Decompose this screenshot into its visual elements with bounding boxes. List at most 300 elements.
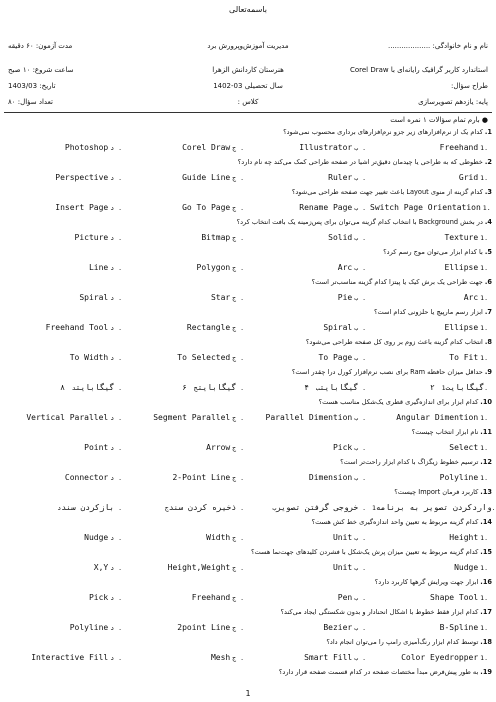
option-letter: 1. [480, 474, 488, 482]
option-text: بازکردن سند [61, 503, 115, 512]
answer-option[interactable] [248, 203, 366, 212]
option-letter: ب . [354, 534, 366, 542]
option-letter: 1. [480, 594, 488, 602]
answer-option[interactable] [4, 173, 122, 182]
options-row [4, 563, 492, 575]
option-text: To Selected [177, 353, 231, 362]
option-text: 2-Point Line [172, 473, 231, 482]
school-name: هنرستان کاردانش الزهرا [212, 66, 284, 74]
option-letter: ب . [272, 504, 366, 512]
option-text: Rectangle [186, 323, 231, 332]
question-number: 17. [480, 608, 492, 616]
option-letter: ب . [354, 624, 366, 632]
answer-option[interactable] [248, 293, 366, 302]
option-text: Pick [332, 443, 353, 452]
question-text [4, 608, 492, 620]
option-letter: ج . [232, 174, 244, 182]
exam-duration: مدت آزمون: ۶۰ دقیقه [8, 42, 73, 50]
answer-option[interactable] [4, 263, 122, 272]
question-count: تعداد سؤال: ۸۰ [8, 98, 53, 106]
options-row [4, 173, 492, 185]
option-text: Perspective [55, 173, 109, 182]
option-text: Color Eyedropper [401, 653, 479, 662]
answer-option[interactable] [248, 593, 366, 602]
option-letter: 1. [480, 144, 488, 152]
option-letter: ب . [354, 234, 366, 242]
answer-option[interactable] [248, 323, 366, 332]
option-text: Width [206, 533, 231, 542]
option-letter: ب . [354, 264, 366, 272]
grade-level: پایه: یازدهم تصویرسازی [418, 98, 488, 106]
option-letter: ج . [232, 564, 244, 572]
question-text [4, 548, 492, 560]
answer-option[interactable] [4, 443, 122, 452]
option-text: Polyline [439, 473, 479, 482]
option-letter: ب . [354, 204, 366, 212]
question-body: کدام گزینه از منوی Layout باعث تغییر جهت صفحه طراحی می‌شود؟ [291, 188, 483, 196]
question-text [4, 638, 492, 650]
answer-option[interactable] [126, 413, 244, 422]
option-text: Illustrator [299, 143, 353, 152]
answer-option[interactable] [248, 473, 366, 482]
option-letter: ج . [232, 414, 244, 422]
option-text: Connector [64, 473, 109, 482]
option-text: Segment Parallel [153, 413, 231, 422]
option-letter: ب . [354, 144, 366, 152]
option-text: Rename Page [299, 203, 353, 212]
option-text: Smart Fill [304, 653, 353, 662]
answer-option[interactable] [248, 353, 366, 362]
option-letter: د . [110, 264, 122, 272]
answer-option[interactable] [370, 443, 488, 452]
option-text: Parallel Dimention [265, 413, 353, 422]
question-body: کدام یک از نرم‌افزارهای زیر جزو نرم‌افزارهای برداری محسوب نمی‌شود؟ [283, 128, 483, 136]
option-text: Spiral [79, 293, 109, 302]
answer-option[interactable] [370, 143, 488, 152]
question-text [4, 668, 492, 680]
score-note: ● بارم تمام سؤالات ۱ نمره است [390, 116, 488, 124]
answer-option[interactable] [248, 533, 366, 542]
answer-option[interactable] [126, 623, 244, 632]
answer-option[interactable] [4, 533, 122, 542]
option-letter: 1. [482, 204, 491, 212]
answer-option[interactable] [126, 443, 244, 452]
question-text [4, 338, 492, 350]
option-letter: ب . [315, 384, 366, 392]
option-letter: 1. [480, 414, 488, 422]
question-number: 11. [480, 428, 492, 436]
question-body: نام ابزار انتخاب چیست؟ [411, 428, 479, 436]
answer-option[interactable] [4, 143, 122, 152]
option-text: Spiral [323, 323, 353, 332]
options-row [4, 263, 492, 275]
options-row [4, 623, 492, 635]
answer-option[interactable] [126, 353, 244, 362]
question-text [4, 458, 492, 470]
option-letter: د . [110, 564, 122, 572]
options-row [4, 653, 492, 665]
page-number: 1 [245, 689, 251, 698]
option-letter: د . [110, 294, 122, 302]
question-text [4, 248, 492, 260]
option-text: ۸ گیگابایت [60, 383, 115, 392]
answer-option[interactable] [4, 413, 122, 422]
option-text: Pen [337, 593, 353, 602]
answer-option[interactable] [370, 533, 488, 542]
option-letter: ب . [354, 174, 366, 182]
question-body: حداقل میزان حافظه Ram برای نصب نرم‌افزار کورل درا چقدر است؟ [291, 368, 483, 376]
question-number: 18. [480, 638, 492, 646]
option-text: To Page [318, 353, 353, 362]
option-letter: د . [71, 384, 122, 392]
option-letter: د . [110, 594, 122, 602]
course-title: استاندارد کاربر گرافیک رایانه‌ای با Corel Draw [349, 66, 488, 74]
option-letter: ج . [232, 264, 244, 272]
question-text [4, 368, 492, 380]
option-letter: د . [110, 324, 122, 332]
option-letter: 1. [480, 654, 488, 662]
answer-option[interactable] [126, 293, 244, 302]
option-text: Switch Page Orientation [370, 203, 481, 212]
option-text: Line [88, 263, 109, 272]
question-body: به طور پیش‌فرض مبدأ مختصات صفحه در کدام قسمت صفحه قرار دارد؟ [278, 668, 479, 676]
options-row [4, 383, 492, 395]
answer-option[interactable] [248, 443, 366, 452]
exam-date: تاریخ: 1403/03 [8, 82, 56, 90]
answer-option[interactable] [370, 473, 488, 482]
answer-option[interactable] [126, 263, 244, 272]
option-text: Ellipse [444, 323, 479, 332]
question-body: خطوطی که به طراحی یا چیدمان دقیق‌تر اشیا در صفحه طراحی کمک می‌کند چه نام دارد؟ [237, 158, 483, 166]
answer-option[interactable] [4, 323, 122, 332]
question-number: 9. [484, 368, 492, 376]
option-letter: ج . [232, 534, 244, 542]
question-number: 5. [484, 248, 492, 256]
option-text: Grid [458, 173, 479, 182]
answer-option[interactable] [370, 413, 488, 422]
option-letter: 1. [480, 294, 488, 302]
options-row [4, 233, 492, 245]
option-text: Mesh [210, 653, 231, 662]
question-text [4, 188, 492, 200]
question-body: کاربرد فرمان Import چیست؟ [394, 488, 479, 496]
option-letter: د . [110, 174, 122, 182]
option-letter: ب . [354, 654, 366, 662]
option-text: Unit [332, 563, 353, 572]
answer-option[interactable] [248, 413, 366, 422]
options-row [4, 293, 492, 305]
answer-option[interactable] [4, 383, 122, 392]
question-body: ترسیم خطوط زیگزاگ با کدام ابزار راحت‌تر است؟ [340, 458, 479, 466]
option-text: Height,Weight [167, 563, 231, 572]
option-text: واردکردن تصویر به برنامه [375, 503, 492, 512]
answer-option[interactable] [248, 233, 366, 242]
options-row [4, 473, 492, 485]
class-label: کلاس : [237, 98, 259, 106]
option-letter: ج . [193, 384, 244, 392]
question-text [4, 218, 492, 230]
option-letter: ج . [232, 294, 244, 302]
question-number: 15. [480, 548, 492, 556]
answer-option[interactable] [370, 233, 488, 242]
answer-option[interactable] [4, 233, 122, 242]
answer-option[interactable] [126, 653, 244, 662]
option-text: خروجی گرفتن تصویر [276, 503, 359, 512]
question-text [4, 578, 492, 590]
option-text: Unit [332, 533, 353, 542]
question-number: 16. [480, 578, 492, 586]
answer-option[interactable] [126, 533, 244, 542]
option-text: Photoshop [64, 143, 109, 152]
question-text [4, 128, 492, 140]
answer-option[interactable] [370, 653, 488, 662]
question-body: کدام گزینه مربوط به تعیین واحد اندازه‌گیری خط کش هست؟ [311, 518, 479, 526]
answer-option[interactable] [126, 473, 244, 482]
option-text: Polygon [196, 263, 231, 272]
option-letter: 1. [480, 534, 488, 542]
option-letter: ج . [232, 444, 244, 452]
question-number: 14. [480, 518, 492, 526]
options-row [4, 443, 492, 455]
answer-option[interactable] [370, 383, 488, 392]
option-letter: ج . [232, 594, 244, 602]
option-letter: ب . [354, 324, 366, 332]
question-body: کدام ابزار فقط خطوط با اشکال انحنادار و بدون شکستگی ایجاد می‌کند؟ [280, 608, 479, 616]
option-letter: د . [110, 414, 122, 422]
answer-option[interactable] [248, 263, 366, 272]
option-letter: ج . [232, 624, 244, 632]
option-text: Texture [444, 233, 479, 242]
option-text: Shape Tool [430, 593, 479, 602]
option-text: Vertical Parallel [26, 413, 109, 422]
option-text: Height [449, 533, 479, 542]
question-text [4, 428, 492, 440]
option-text: Ruler [328, 173, 353, 182]
option-letter: ج . [232, 474, 244, 482]
answer-option[interactable] [370, 563, 488, 572]
options-row [4, 533, 492, 545]
answer-option[interactable] [126, 173, 244, 182]
option-text: Pick [88, 593, 109, 602]
answer-option[interactable] [126, 233, 244, 242]
start-time: ساعت شروع: ۱۰ صبح [8, 66, 74, 74]
option-letter: ج . [232, 354, 244, 362]
option-letter: 1. [480, 624, 488, 632]
option-text: X,Y [93, 563, 109, 572]
question-body: جهت طراحی یک برش کیک یا پیتزا کدام گزینه مناسب‌تر است؟ [311, 278, 483, 286]
question-number: 10. [480, 398, 492, 406]
option-letter: د . [110, 444, 122, 452]
option-text: B-Spline [439, 623, 479, 632]
question-body: با کدام ابزار می‌توان موج رسم کرد؟ [383, 248, 483, 256]
question-number: 19. [480, 668, 492, 676]
question-number: 4. [484, 218, 492, 226]
option-letter: د . [110, 204, 122, 212]
option-text: 2point Line [177, 623, 231, 632]
answer-option[interactable] [370, 263, 488, 272]
question-designer: طراح سؤال: [451, 82, 488, 90]
option-text: ۶ گیگابایت [182, 383, 237, 392]
question-number: 8. [484, 338, 492, 346]
option-text: Star [210, 293, 231, 302]
option-letter: ج . [232, 654, 244, 662]
option-letter: 1. [441, 384, 488, 392]
answer-option[interactable] [4, 623, 122, 632]
option-text: Angular Dimention [396, 413, 479, 422]
header-divider [4, 112, 492, 113]
question-body: انتخاب کدام گزینه باعث زوم بر روی کل صفحه طراحی می‌شود؟ [305, 338, 483, 346]
answer-option[interactable] [4, 293, 122, 302]
option-letter: ب . [354, 294, 366, 302]
option-text: Bezier [323, 623, 353, 632]
option-text: Ellipse [444, 263, 479, 272]
option-text: Freehand [191, 593, 231, 602]
answer-option[interactable] [126, 383, 244, 392]
option-text: Select [449, 443, 479, 452]
option-text: Nudge [454, 563, 479, 572]
option-letter: ج . [232, 324, 244, 332]
option-text: ۲ گیگابایت [429, 383, 485, 392]
option-letter: ج . [232, 144, 244, 152]
option-letter: ب . [354, 414, 366, 422]
question-body: کدام ابزار برای اندازه‌گیری قطری یک‌شکل مناسب هست؟ [318, 398, 479, 406]
question-number: 6. [484, 278, 492, 286]
options-row [4, 143, 492, 155]
answer-option[interactable] [4, 203, 122, 212]
answer-option[interactable] [248, 503, 366, 512]
option-text: Insert Page [55, 203, 109, 212]
school-year: سال تحصیلی 03-1402 [213, 82, 283, 90]
options-row [4, 323, 492, 335]
option-letter: ب . [354, 444, 366, 452]
question-number: 13. [480, 488, 492, 496]
question-body: توسط کدام ابزار رنگ‌آمیزی رامپ را می‌توان انجام داد؟ [326, 638, 479, 646]
option-text: Solid [328, 233, 353, 242]
question-number: 1. [484, 128, 492, 136]
option-text: Freehand Tool [45, 323, 109, 332]
option-letter: د . [110, 624, 122, 632]
student-name: نام و نام خانوادگی: ................... [388, 42, 488, 50]
answer-option[interactable] [4, 563, 122, 572]
answer-option[interactable] [126, 323, 244, 332]
options-row [4, 353, 492, 365]
option-letter: 1. [480, 564, 488, 572]
question-text [4, 158, 492, 170]
question-text [4, 308, 492, 320]
option-letter: د . [110, 474, 122, 482]
option-letter: د . [110, 354, 122, 362]
option-text: Pie [337, 293, 353, 302]
option-letter: 1. [480, 444, 488, 452]
option-letter: د . [110, 654, 122, 662]
answer-option[interactable] [248, 623, 366, 632]
answer-option[interactable] [248, 653, 366, 662]
option-letter: ج . [232, 204, 244, 212]
option-text: Bitmap [201, 233, 231, 242]
answer-option[interactable] [126, 143, 244, 152]
question-body: کدام گزینه مربوط به تعیین میزان پرش یک‌شکل با فشردن کلیدهای جهت‌نما هست؟ [251, 548, 479, 556]
answer-option[interactable] [248, 383, 366, 392]
option-text: Nudge [84, 533, 109, 542]
question-text [4, 278, 492, 290]
option-letter: ب . [354, 474, 366, 482]
answer-option[interactable] [248, 143, 366, 152]
option-text: To Width [69, 353, 109, 362]
option-letter: ج . [232, 234, 244, 242]
option-letter: ب . [354, 564, 366, 572]
question-body: ابزار جهت ویرایش گرهها کاربرد دارد؟ [374, 578, 479, 586]
answer-option[interactable] [370, 173, 488, 182]
question-text [4, 488, 492, 500]
answer-option[interactable] [126, 203, 244, 212]
option-letter: د . [110, 534, 122, 542]
question-number: 2. [484, 158, 492, 166]
option-text: Go To Page [182, 203, 231, 212]
answer-option[interactable] [126, 593, 244, 602]
option-text: Arrow [206, 443, 231, 452]
question-body: ابزار رسم مارپیچ یا حلزونی کدام است؟ [373, 308, 483, 316]
bismillah: باسمه‌تعالی [229, 5, 267, 14]
option-letter: د . [110, 234, 122, 242]
answer-option[interactable] [4, 353, 122, 362]
option-letter: ب . [354, 594, 366, 602]
answer-option[interactable] [126, 563, 244, 572]
answer-option[interactable] [370, 503, 496, 512]
option-letter: ب . [354, 354, 366, 362]
answer-option[interactable] [370, 623, 488, 632]
answer-option[interactable] [370, 293, 488, 302]
option-letter: 1. [480, 264, 488, 272]
option-text: ۴ گیگابایت [304, 383, 359, 392]
option-text: Interactive Fill [31, 653, 109, 662]
option-letter: 1. [480, 324, 488, 332]
options-row [4, 503, 496, 515]
option-letter: د . [57, 504, 122, 512]
answer-option[interactable] [4, 593, 122, 602]
option-text: Arc [337, 263, 353, 272]
option-text: Dimension [308, 473, 353, 482]
question-number: 7. [484, 308, 492, 316]
option-letter: ج . [164, 504, 244, 512]
option-text: Point [84, 443, 109, 452]
question-body: در بخش Background با انتخاب کدام گزینه می‌توان برای پس‌زمینه یک بافت انتخاب کرد؟ [236, 218, 483, 226]
answer-option[interactable] [370, 353, 488, 362]
option-text: Arc [463, 293, 479, 302]
option-letter: د . [110, 144, 122, 152]
answer-option[interactable] [370, 203, 491, 212]
ministry: مدیریت آموزش‌وپرورش برد [207, 42, 289, 50]
answer-option[interactable] [370, 323, 488, 332]
option-letter: 1. [372, 504, 496, 512]
answer-option[interactable] [248, 173, 366, 182]
options-row [4, 593, 492, 605]
answer-option[interactable] [4, 653, 122, 662]
options-row [4, 413, 492, 425]
answer-option[interactable] [248, 563, 366, 572]
option-letter: 1. [480, 174, 488, 182]
options-row [4, 203, 492, 215]
answer-option[interactable] [126, 503, 244, 512]
option-text: Guide Line [182, 173, 231, 182]
option-text: Polyline [69, 623, 109, 632]
option-text: Corel Draw [182, 143, 231, 152]
question-number: 12. [480, 458, 492, 466]
answer-option[interactable] [370, 593, 488, 602]
answer-option[interactable] [4, 473, 122, 482]
answer-option[interactable] [4, 503, 122, 512]
option-text: Freehand [439, 143, 479, 152]
question-number: 3. [484, 188, 492, 196]
